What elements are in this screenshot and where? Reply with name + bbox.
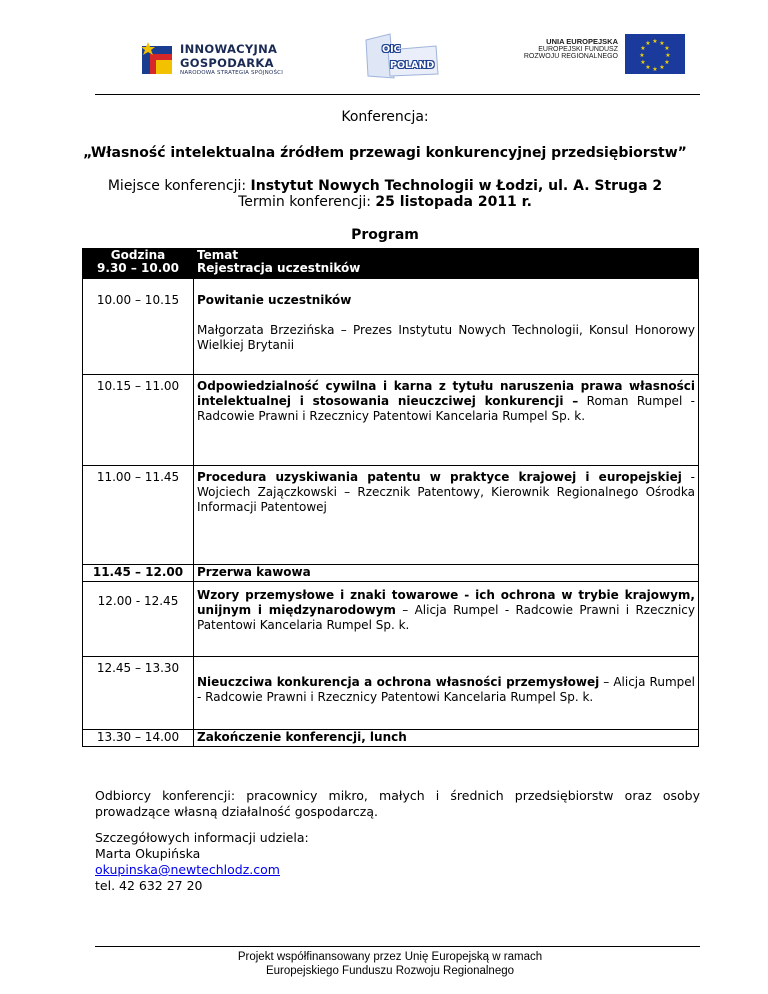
row-topic: Powitanie uczestników <box>197 293 352 307</box>
innowacyjna-gospodarka-logo <box>140 36 300 84</box>
ig-line2: GOSPODARKA <box>180 56 274 70</box>
row-topic: Wzory przemysłowe i znaki towarowe - ich ochrona w trybie krajowym, unijnym i międzynarodowym <box>197 588 695 617</box>
svg-text:★: ★ <box>640 45 646 52</box>
program-heading: Program <box>351 227 419 243</box>
svg-text:★: ★ <box>665 52 671 59</box>
svg-text:★: ★ <box>652 38 658 45</box>
row-topic: Odpowiedzialność cywilna i karna z tytułu naruszenia prawa własności intelektualnej i stosowania nieuczciwej konkurencji – <box>197 379 695 408</box>
row-desc: Roman Rumpel - Radcowie Prawni i Rzecznicy Patentowi Kancelaria Rumpel Sp. k. <box>197 394 695 423</box>
row-desc: – Alicja Rumpel - Radcowie Prawni i Rzecznicy Patentowi Kancelaria Rumpel Sp. k. <box>197 675 695 704</box>
svg-text:★: ★ <box>664 59 670 66</box>
conference-date <box>60 194 710 210</box>
ig-flag-icon <box>140 40 176 76</box>
svg-text:★: ★ <box>659 64 665 71</box>
contact-phone: tel. 42 632 27 20 <box>95 878 203 893</box>
svg-text:★: ★ <box>640 59 646 66</box>
poland-text: POLAND <box>390 60 435 71</box>
table-row <box>83 657 699 730</box>
oic-text: OIC <box>382 44 401 55</box>
row-time: 10.00 – 10.15 <box>83 279 194 375</box>
row-topic: Zakończenie konferencji, lunch <box>194 730 699 747</box>
date-value: 25 listopada 2011 r. <box>375 194 532 210</box>
row-content <box>194 466 699 565</box>
table-row <box>83 375 699 466</box>
ig-line1: INNOWACYJNA <box>180 42 278 56</box>
table-header-row <box>83 249 699 279</box>
row-content <box>194 279 699 375</box>
row-time: 10.15 – 11.00 <box>83 375 194 466</box>
contact-block <box>95 830 700 894</box>
oic-frame-icon <box>360 30 440 84</box>
table-row <box>83 565 699 582</box>
col-topic-label: Temat <box>197 248 239 262</box>
audience-text: Odbiorcy konferencji: pracownicy mikro, małych i średnich przedsiębiorstw oraz osoby prowadzące własną działalność gospodarczą. <box>95 788 700 819</box>
project-note <box>180 950 600 978</box>
svg-text:★: ★ <box>645 40 651 47</box>
row-content <box>194 375 699 466</box>
row-content <box>194 657 699 730</box>
row-time: 9.30 – 10.00 <box>97 261 179 275</box>
conference-place <box>60 178 710 194</box>
conference-intro: Konferencja: <box>341 109 429 125</box>
eu-text-block <box>500 37 618 60</box>
table-row <box>83 279 699 375</box>
svg-text:★: ★ <box>652 66 658 73</box>
header-rule <box>95 94 700 95</box>
row-time: 13.30 – 14.00 <box>83 730 194 747</box>
eu-line2: EUROPEJSKI FUNDUSZ <box>538 46 618 53</box>
row-desc: - Wojciech Zajączkowski – Rzecznik Patentowy, Kierownik Regionalnego Ośrodka Informacji Patentowej <box>197 470 695 514</box>
row-time: 12.00 - 12.45 <box>83 582 194 657</box>
place-value: Instytut Nowych Technologii w Łodzi, ul. A. Struga 2 <box>250 178 663 194</box>
info-label: Szczegółowych informacji udziela: <box>95 830 309 845</box>
row-time: 12.45 – 13.30 <box>83 657 194 730</box>
ig-line3: NARODOWA STRATEGIA SPÓJNOŚCI <box>180 70 284 76</box>
conference-title: „Własność intelektualna źródłem przewagi konkurencyjnej przedsiębiorstw” <box>83 145 687 161</box>
header-time-cell <box>83 249 194 279</box>
col-time-label: Godzina <box>110 248 166 262</box>
svg-text:★: ★ <box>659 40 665 47</box>
project-line2: Europejskiego Funduszu Rozwoju Regionalnego <box>265 965 515 977</box>
row-content <box>194 582 699 657</box>
header-topic-cell <box>194 249 699 279</box>
row-topic: Procedura uzyskiwania patentu w praktyce krajowej i europejskiej <box>197 470 682 484</box>
eu-line1: UNIA EUROPEJSKA <box>546 37 618 46</box>
row-time: 11.00 – 11.45 <box>83 466 194 565</box>
contact-name: Marta Okupińska <box>95 846 201 861</box>
eu-flag-icon <box>625 34 685 74</box>
footer-rule <box>95 946 700 947</box>
table-row <box>83 730 699 747</box>
oic-poland-logo <box>360 30 440 84</box>
svg-text:★: ★ <box>639 52 645 59</box>
program-table <box>82 248 699 747</box>
place-label: Miejsce konferencji: <box>107 178 251 194</box>
row-time: 11.45 – 12.00 <box>83 565 194 582</box>
row-topic: Nieuczciwa konkurencja a ochrona własności przemysłowej <box>197 675 600 689</box>
date-label: Termin konferencji: <box>238 194 376 210</box>
table-row <box>83 582 699 657</box>
row-topic: Przerwa kawowa <box>194 565 699 582</box>
contact-email-link[interactable]: okupinska@newtechlodz.com <box>95 862 280 877</box>
table-row <box>83 466 699 565</box>
eu-line3: ROZWOJU REGIONALNEGO <box>523 53 618 60</box>
project-line1: Projekt współfinansowany przez Unię Europejską w ramach <box>237 951 543 963</box>
row-topic: Rejestracja uczestników <box>197 261 361 275</box>
row-desc: – Alicja Rumpel - Radcowie Prawni i Rzecznicy Patentowi Kancelaria Rumpel Sp. k. <box>197 603 695 632</box>
row-desc: Małgorzata Brzezińska – Prezes Instytutu Nowych Technologii, Konsul Honorowy Wielkiej Brytanii <box>197 323 695 352</box>
svg-text:★: ★ <box>645 64 651 71</box>
svg-text:★: ★ <box>664 45 670 52</box>
